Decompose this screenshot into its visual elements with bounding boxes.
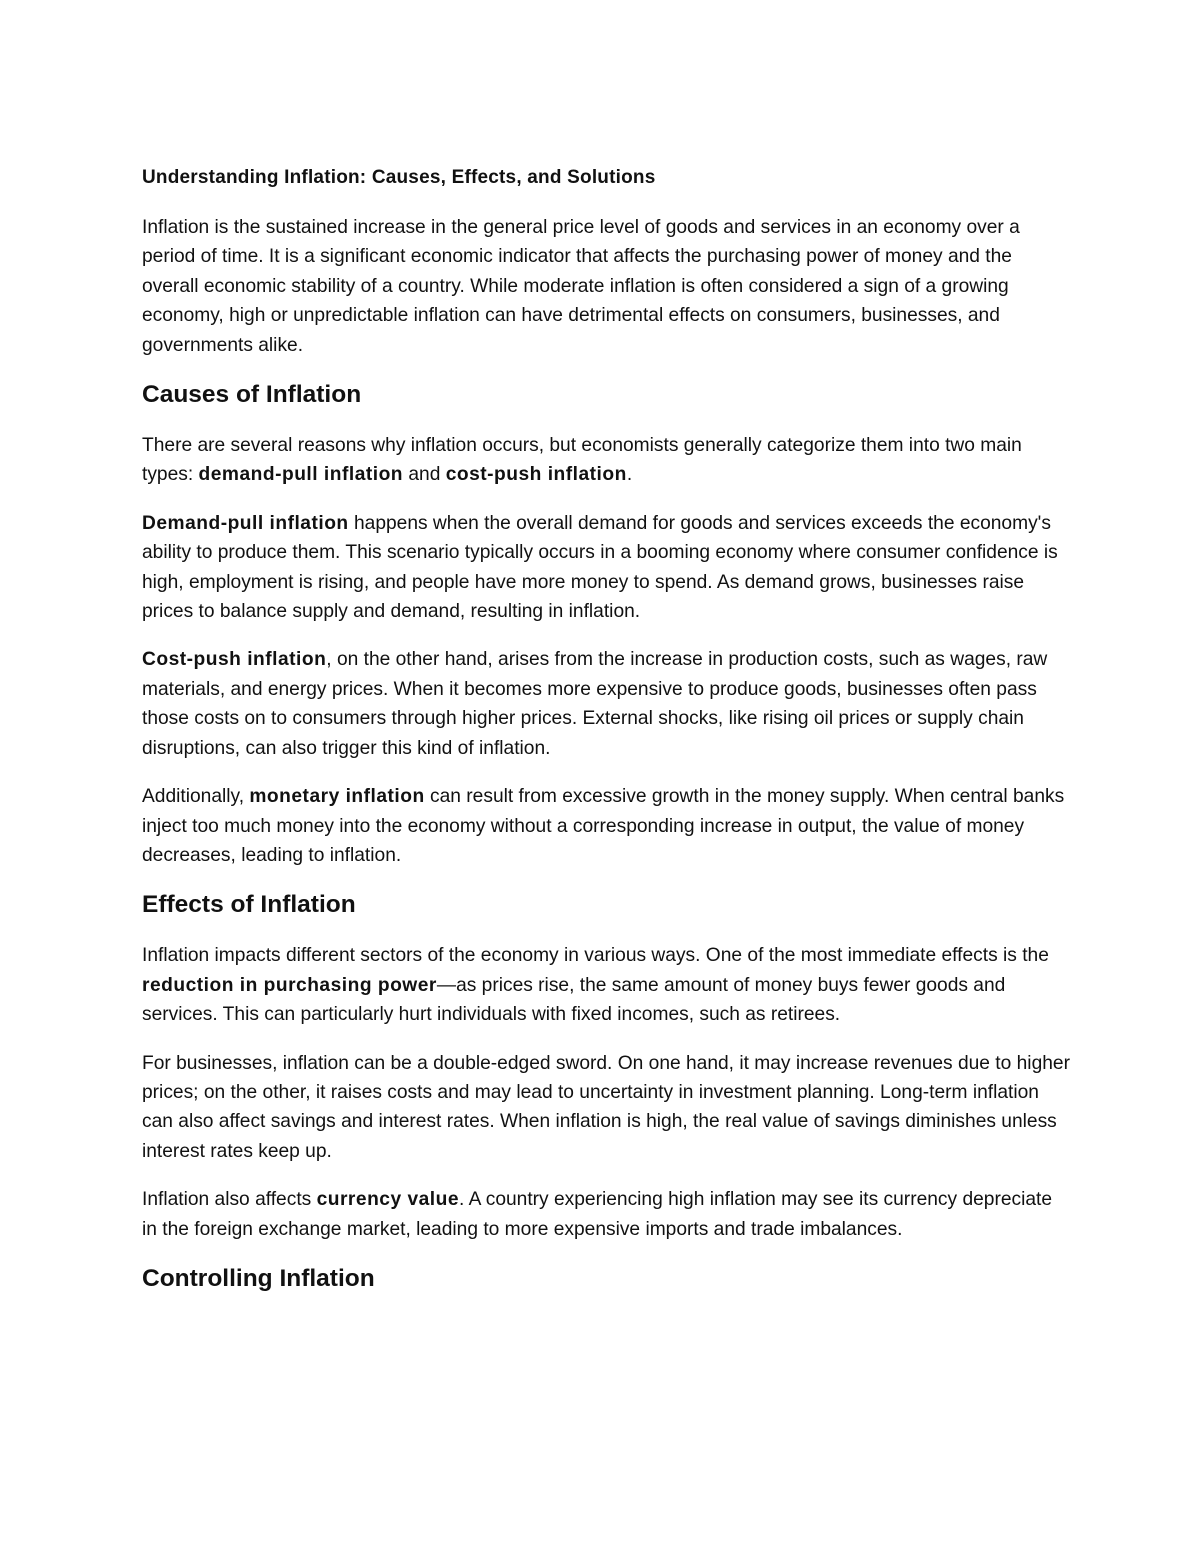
cost-push-term: cost-push inflation (445, 464, 627, 486)
demand-pull-term: demand-pull inflation (198, 464, 404, 486)
purchasing-power-term: reduction in purchasing power (142, 974, 437, 996)
controlling-heading: Controlling Inflation (142, 1264, 375, 1292)
causes-paragraph-1 (142, 431, 1072, 490)
effects-p3-text-2: . A country experiencing high inflation may see its currency depreciate in the foreign exchange market, leading to more expensive imports and trade imbalances. (142, 1189, 1053, 1240)
cost-push-text: , on the other hand, arises from the increase in production costs, such as wages, raw materials, and energy prices. When it becomes more expensive to produce goods, businesses often pass those costs on to consumers through higher prices. External shocks, like rising oil prices or supply chain disruptions, can also trigger this kind of inflation. (142, 649, 1048, 759)
cost-push-label: Cost-push inflation (142, 649, 327, 671)
monetary-paragraph (142, 782, 1072, 870)
monetary-label: monetary inflation (249, 786, 425, 808)
causes-p1-text-2: and (403, 464, 446, 486)
effects-paragraph-2: For businesses, inflation can be a double-edged sword. On one hand, it may increase revenues due to higher prices; on the other, it raises costs and may lead to uncertainty in investment planning. Long-term inflation can also affect savings and interest rates. When inflation is high, the real value of savings diminishes unless interest rates keep up. (142, 1052, 1070, 1162)
effects-p1-text-2: —as prices rise, the same amount of money buys fewer goods and services. This can particularly hurt individuals with fixed incomes, such as retirees. (142, 974, 1006, 1026)
effects-paragraph-1 (142, 941, 1072, 1029)
effects-p1-text-1: Inflation impacts different sectors of the economy in various ways. One of the most immediate effects is the (142, 945, 1049, 967)
effects-heading: Effects of Inflation (142, 891, 356, 919)
intro-paragraph: Inflation is the sustained increase in the general price level of goods and services in an economy over a period of time. It is a significant economic indicator that affects the purchasing power of money and the overall economic stability of a country. While moderate inflation is often considered a sign of a growing economy, high or unpredictable inflation can have detrimental effects on consumers, businesses, and governments alike. (142, 217, 1020, 356)
monetary-text-1: Additionally, (142, 786, 250, 808)
causes-p1-text-3: . (626, 464, 633, 486)
demand-pull-paragraph (142, 509, 1072, 627)
currency-value-term: currency value (316, 1189, 460, 1211)
causes-heading: Causes of Inflation (142, 381, 362, 409)
causes-p1-text-1: There are several reasons why inflation occurs, but economists generally categorize them into two main types: (142, 435, 1022, 486)
effects-paragraph-3 (142, 1185, 1072, 1244)
document-title: Understanding Inflation: Causes, Effects, and Solutions (142, 167, 656, 188)
cost-push-paragraph (142, 645, 1072, 763)
demand-pull-text: happens when the overall demand for goods and services exceeds the economy's ability to produce them. This scenario typically occurs in a booming economy where consumer confidence is high, employment is rising, and people have more money to spend. As demand grows, businesses raise prices to balance supply and demand, resulting in inflation. (142, 512, 1058, 623)
document-page (142, 163, 1072, 1315)
demand-pull-label: Demand-pull inflation (142, 512, 349, 534)
effects-p3-text-1: Inflation also affects (142, 1189, 317, 1211)
monetary-text-2: can result from excessive growth in the money supply. When central banks inject too much money into the economy without a corresponding increase in output, the value of money decreases, leading to inflation. (142, 786, 1065, 866)
